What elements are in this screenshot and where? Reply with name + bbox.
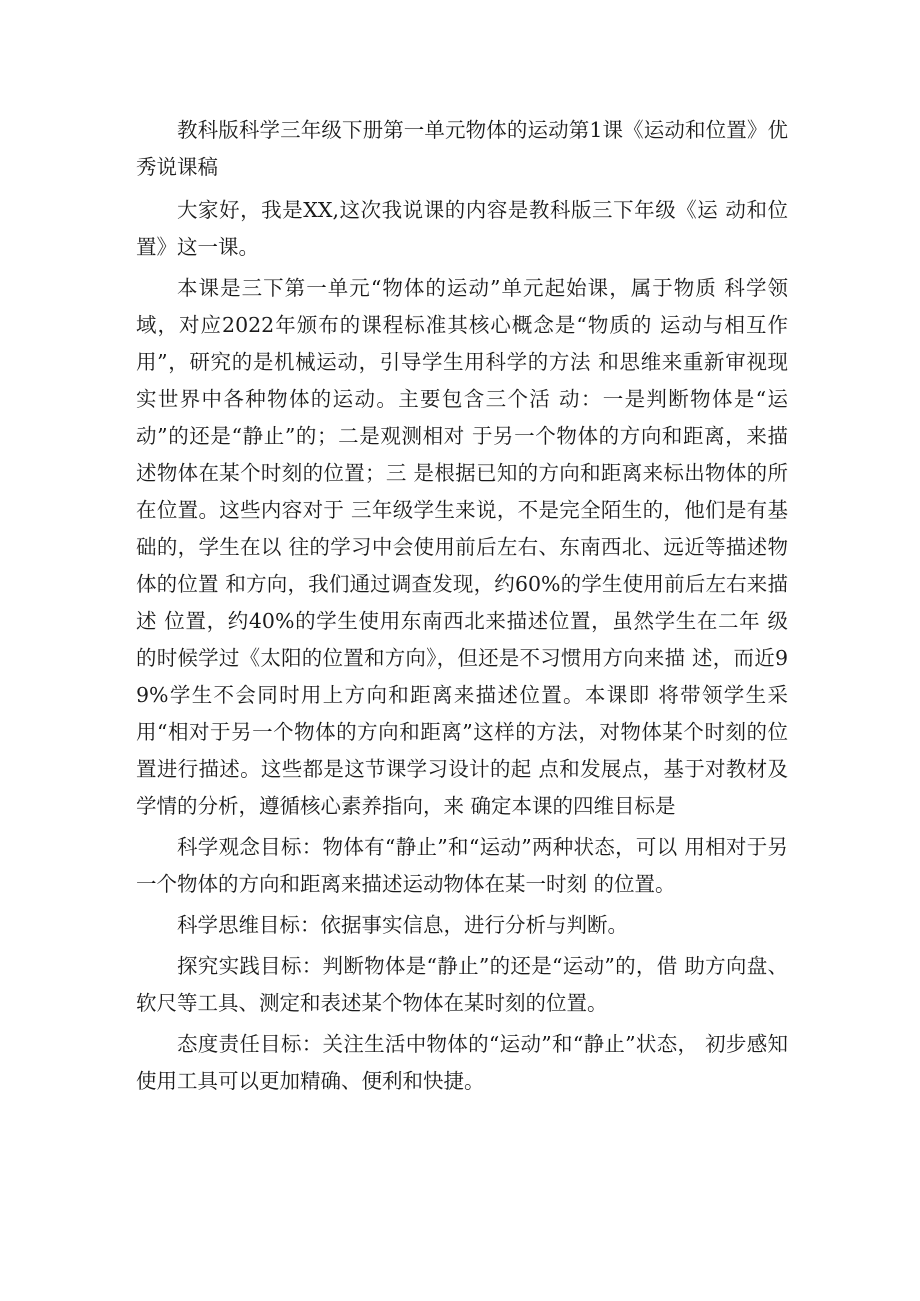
paragraph-goal-concept: 科学观念目标：物体有“静止”和“运动”两种状态，可以 用相对于另一个物体的方向和距离来描述运动物体在某一时刻 的位置。: [136, 835, 788, 896]
paragraph-lesson-analysis: 本课是三下第一单元“物体的运动”单元起始课，属于物质 科学领域，对应2022年颁布的课程标准其核心概念是“物质的 运动与相互作用”，研究的是机械运动，引导学生用科学的方法 和思维来重新审视现实世界中各种物体的运动。主要包含三个活 动：一是判断物体是“运动”的还是“静止”的；二是观测相对 于另一个物体的方向和距离，来描述物体在某个时刻的位置；三 是根据已知的方向和距离来标出物体的所在位置。这些内容对于 三年级学生来说，不是完全陌生的，他们是有基础的，学生在以 往的学习中会使用前后左右、东南西北、远近等描述物体的位置 和方向，我们通过调查发现，约60%的学生使用前后左右来描述 位置，约40%的学生使用东南西北来描述位置，虽然学生在二年 级的时候学过《太阳的位置和方向》，但还是不习惯用方向来描 述，而近99%学生不会同时用上方向和距离来描述位置。本课即 将带领学生采用“相对于另一个物体的方向和距离”这样的方法，对物体某个时刻的位置进行描述。这些都是这节课学习设计的起 点和发展点，基于对教材及学情的分析，遵循核心素养指向，来 确定本课的四维目标是: [136, 276, 788, 818]
paragraph-goal-practice: 探究实践目标：判断物体是“静止”的还是“运动”的，借 助方向盘、软尺等工具、测定和表述某个物体在某时刻的位置。: [136, 954, 788, 1015]
document-page: [136, 112, 788, 1104]
paragraph-goal-attitude: 态度责任目标：关注生活中物体的“运动”和“静止”状态， 初步感知使用工具可以更加精确、便利和快捷。: [136, 1032, 788, 1093]
document-title: 教科版科学三年级下册第一单元物体的运动第1课《运动和位置》优秀说课稿: [136, 118, 788, 179]
paragraph-goal-thinking: 科学思维目标：依据事实信息，进行分析与判断。: [177, 913, 628, 937]
paragraph-greeting: 大家好，我是XX,这次我说课的内容是教科版三下年级《运 动和位置》这一课。: [136, 198, 788, 259]
